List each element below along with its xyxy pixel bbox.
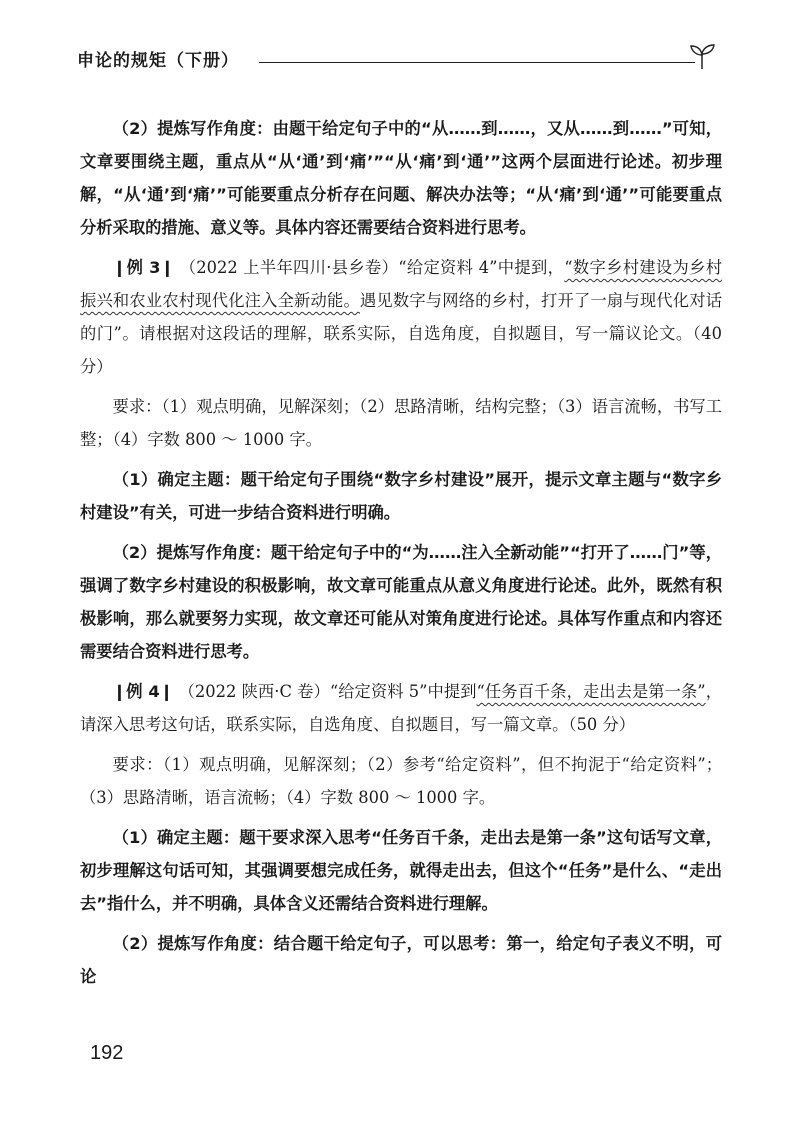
paragraph-writing-angle-1: （2）提炼写作角度：由题干给定句子中的“从……到……，又从……到……”可知，文章要围绕主题，重点从“从‘通’到‘痛’”“从‘痛’到‘通’”这两个层面进行论述。初步理解，“从‘通’到‘痛’”可能要重点分析存在问题、解决办法等；“从‘痛’到‘通’”可能要重点分析采取的措施、意义等。具体内容还需要结合资料进行思考。 bbox=[80, 119, 722, 237]
example-4-label: 例 4 bbox=[126, 682, 160, 701]
example-3-quote: “数字乡村建设为乡村振兴和农业农村现代化注入全新动能。 bbox=[80, 258, 723, 310]
example-3-requirements: 要求：（1）观点明确，见解深刻；（2）思路清晰，结构完整；（3）语言流畅，书写工整；（4）字数 800 ～ 1000 字。 bbox=[80, 397, 722, 449]
example-3 bbox=[80, 251, 722, 383]
running-header bbox=[77, 42, 717, 72]
paragraph-writing-angle-3: （2）提炼写作角度：题干给定句子中的“为……注入全新动能”“打开了……门”等，强调了数字乡村建设的积极影响，故文章可能重点从意义角度进行论述。此外，既然有积极影响，那么就要努力实现，故文章还可能从对策角度进行论述。具体写作重点和内容还需要结合资料进行思考。 bbox=[80, 543, 722, 661]
example-3-marker: ❙例 3❙ bbox=[112, 258, 175, 277]
example-4-task: ，请深入思考这句话，联系实际，自选角度、自拟题目，写一篇文章。（50 分） bbox=[80, 682, 722, 734]
page-body bbox=[80, 112, 722, 1000]
example-3-task: 遇见数字与网络的乡村，打开了一扇与现代化对话的门”。请根据对这段话的理解，联系实际，自选角度，自拟题目，写一篇议论文。（40 分） bbox=[80, 291, 722, 376]
example-4-requirements: 要求：（1）观点明确，见解深刻；（2）参考“给定资料”，但不拘泥于“给定资料”；（3）思路清晰，语言流畅；（4）字数 800 ～ 1000 字。 bbox=[80, 755, 722, 807]
header-title: 申论的规矩（下册） bbox=[77, 51, 239, 71]
paragraph-writing-angle-4: （2）提炼写作角度：结合题干给定句子，可以思考：第一，给定句子表义不明，可论 bbox=[80, 934, 722, 986]
example-3-label: 例 3 bbox=[126, 258, 161, 277]
paragraph-determine-theme-3: （1）确定主题：题干给定句子围绕“数字乡村建设”展开，提示文章主题与“数字乡村建设”有关，可进一步结合资料进行明确。 bbox=[80, 470, 722, 522]
example-4-quote: “任务百千条，走出去是第一条” bbox=[476, 682, 706, 701]
paragraph-determine-theme-4: （1）确定主题：题干要求深入思考“任务百千条，走出去是第一条”这句话写文章，初步理解这句话可知，其强调要想完成任务，就得走出去，但这个“任务”是什么、“走出去”指什么，并不明确，具体含义还需结合资料进行理解。 bbox=[80, 828, 722, 913]
page-number: 192 bbox=[90, 1042, 124, 1064]
example-4 bbox=[80, 675, 722, 741]
sprout-icon bbox=[687, 42, 717, 70]
header-rule bbox=[259, 62, 695, 63]
example-4-source: （2022 陕西·C 卷）“给定资料 5”中提到 bbox=[178, 682, 477, 701]
example-3-source: （2022 上半年四川·县乡卷）“给定资料 4”中提到， bbox=[179, 258, 565, 277]
example-4-marker: ❙例 4❙ bbox=[112, 682, 174, 701]
